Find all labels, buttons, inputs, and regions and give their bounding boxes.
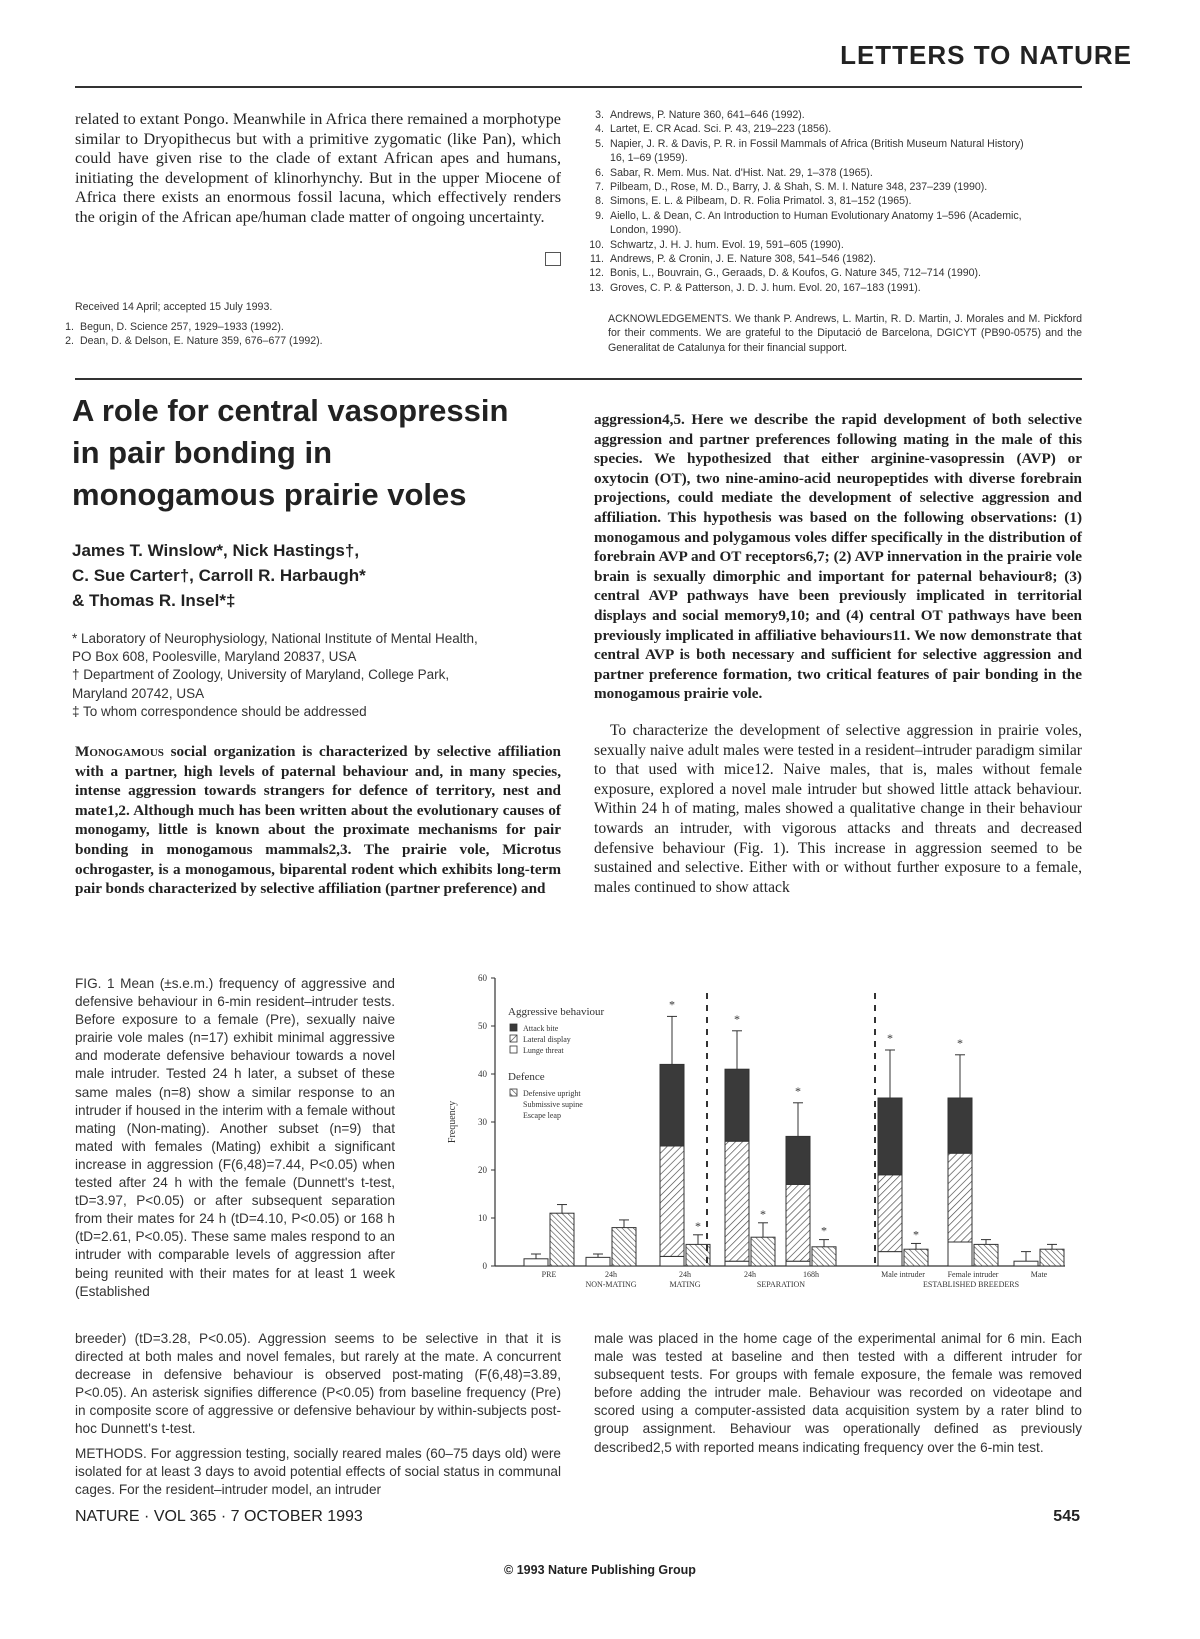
acknowledgements: ACKNOWLEDGEMENTS. We thank P. Andrews, L. Martin, R. D. Martin, J. Morales and M. Pickford for their comments. We are grateful to the Diputació de Barcelona, DGICYT (PB90-0575) and the Generalitat de Catalunya for their financial support. — [608, 313, 1082, 354]
legend-swatch — [510, 1046, 517, 1053]
reference-text: Andrews, P. Nature 360, 641–646 (1992). — [610, 109, 805, 121]
reference-item — [48, 334, 568, 348]
reference-text: 16, 1–69 (1959). — [610, 152, 688, 165]
author-list — [72, 538, 572, 613]
reference-number: 7. — [595, 181, 604, 194]
affiliations — [72, 630, 572, 721]
bar-defensive — [1040, 1249, 1064, 1266]
bar-lunge-threat — [660, 1256, 684, 1266]
abstract-text: social organization is characterized by selective affiliation with a partner, high levels of paternal behaviour and, in many species, intense aggression towards strangers for defence of territory, nest and mate1,2. Although much has been written about the evolutionary causes of monogamy, little is known about the proximate mechanisms for pair bonding in monogamous mammals2,3. The prairie vole, Microtus ochrogaster, is a monogamous, biparental rodent which exhibits long-term pair bonds characterized by selective affiliation (partner preference) and — [75, 743, 562, 898]
bar-lateral-display — [660, 1146, 684, 1256]
footer-journal: NATURE · VOL 365 · 7 OCTOBER 1993 — [75, 1508, 363, 1525]
bar-lunge-threat — [786, 1261, 810, 1266]
significance-asterisk: * — [760, 1206, 766, 1221]
bar-attack-bite — [786, 1136, 810, 1184]
significance-asterisk: * — [795, 1083, 801, 1098]
reference-text: Groves, C. P. & Patterson, J. D. J. hum. Evol. 20, 167–183 (1991). — [610, 281, 921, 294]
running-header: LETTERS TO NATURE — [840, 40, 1132, 70]
title-line: monogamous prairie voles — [72, 477, 467, 512]
y-tick-label: 0 — [482, 1261, 487, 1271]
reference-item — [578, 194, 1083, 208]
reference-text: Bonis, L., Bouvrain, G., Geraads, D. & Koufos, G. Nature 345, 712–714 (1990). — [610, 267, 981, 280]
title-line: A role for central vasopressin — [72, 393, 509, 428]
x-tick-label: 24h — [679, 1270, 691, 1279]
legend-item: Attack bite — [523, 1024, 559, 1033]
legend-swatch — [510, 1089, 517, 1096]
methods-text-right: male was placed in the home cage of the experimental animal for 6 min. Each male was tested at baseline and then tested with a different intruder for subsequent tests. For groups with female exposure, the female was removed before adding the intruder male. Behaviour was recorded on videotape and scored using a computer-assisted data acquisition system by a rater blind to group assignment. Behaviour was operationally defined as previously described2,5 with reported means indicating frequency over the 6-min test. — [594, 1331, 1082, 1455]
reference-text: Pilbeam, D., Rose, M. D., Barry, J. & Shah, S. M. I. Nature 348, 237–239 (1990). — [610, 181, 988, 194]
end-mark — [545, 252, 561, 266]
top-paragraph: related to extant Pongo. Meanwhile in Africa there remained a morphotype similar to Dryopithecus but with a primitive zygomatic (like Pan), which could have given rise to the clade of extant African apes and humans, initiating the development of klinorhynchy. But in the upper Miocene of Africa there exists an enormous fossil lacuna, which effectively renders the origin of the African ape/human clade matter of ongoing uncertainty. — [75, 110, 561, 226]
reference-number: 9. — [595, 209, 604, 222]
methods-text: METHODS. For aggression testing, socially reared males (60–75 days old) were isolated for at least 3 days to avoid potential effects of social status in communal cages. For the resident–intruder model, an intruder — [75, 1446, 561, 1498]
legend-item: Defensive upright — [523, 1089, 581, 1098]
significance-asterisk: * — [821, 1223, 827, 1238]
bar-lateral-display — [878, 1175, 902, 1252]
reference-number: 13. — [589, 281, 604, 294]
affiliation-line: ‡ To whom correspondence should be addressed — [72, 703, 367, 719]
reference-item — [578, 252, 1083, 266]
reference-number: 3. — [595, 109, 604, 121]
x-tick-label: PRE — [541, 1270, 557, 1279]
legend-title: Aggressive behaviour — [508, 1006, 605, 1018]
bar-defensive — [612, 1228, 636, 1266]
bar-attack-bite — [725, 1069, 749, 1141]
affiliation-line: PO Box 608, Poolesville, Maryland 20837, USA — [72, 649, 357, 665]
bar-lateral-display — [786, 1184, 810, 1261]
x-tick-label: 24h — [605, 1270, 617, 1279]
reference-number: 2. — [65, 335, 74, 348]
reference-text: Aiello, L. & Dean, C. An Introduction to Human Evolutionary Anatomy 1–596 (Academic, — [610, 209, 1022, 222]
reference-item — [578, 266, 1083, 280]
group-label: SEPARATION — [756, 1280, 806, 1289]
reference-item — [578, 223, 1083, 237]
bar-attack-bite — [660, 1064, 684, 1146]
bar-aggressive — [524, 1259, 548, 1266]
header-rule — [75, 86, 1082, 88]
group-label: MATING — [669, 1280, 701, 1289]
reference-text: Schwartz, J. H. J. hum. Evol. 19, 591–605 (1990). — [610, 238, 844, 251]
reference-item — [578, 137, 1083, 151]
received-note: Received 14 April; accepted 15 July 1993. — [75, 301, 273, 313]
bar-lunge-threat — [725, 1261, 749, 1266]
group-label: NON-MATING — [585, 1280, 637, 1289]
footer-page: 545 — [1053, 1508, 1080, 1525]
significance-asterisk: * — [913, 1227, 919, 1242]
bar-defensive — [974, 1244, 998, 1266]
bar-lateral-display — [948, 1153, 972, 1242]
x-tick-label: 24h — [744, 1270, 756, 1279]
legend-title: Defence — [508, 1071, 545, 1083]
y-tick-label: 30 — [478, 1117, 487, 1127]
author-line: James T. Winslow*, Nick Hastings†, — [72, 541, 360, 560]
bar-attack-bite — [878, 1098, 902, 1175]
bar-defensive — [904, 1249, 928, 1266]
reference-number: 10. — [589, 238, 604, 251]
significance-asterisk: * — [695, 1218, 701, 1233]
section-rule — [75, 378, 1082, 380]
reference-text: Begun, D. Science 257, 1929–1933 (1992). — [80, 321, 284, 333]
reference-item — [578, 151, 1083, 165]
reference-item — [578, 180, 1083, 194]
significance-asterisk: * — [669, 997, 675, 1012]
y-tick-label: 50 — [478, 1021, 487, 1031]
reference-text: London, 1990). — [610, 224, 682, 237]
reference-list-left — [48, 320, 568, 349]
reference-item — [578, 209, 1083, 223]
author-line: & Thomas R. Insel*‡ — [72, 591, 236, 610]
affiliation-line: Maryland 20742, USA — [72, 685, 205, 701]
author-line: C. Sue Carter†, Carroll R. Harbaugh* — [72, 566, 366, 585]
x-tick-label: Male intruder — [881, 1270, 925, 1279]
reference-text: Sabar, R. Mem. Mus. Nat. d'Hist. Nat. 29, 1–378 (1965). — [610, 166, 873, 179]
bar-defensive — [812, 1247, 836, 1266]
reference-number: 8. — [595, 195, 604, 208]
reference-item — [48, 320, 568, 334]
significance-asterisk: * — [957, 1035, 963, 1050]
y-tick-label: 60 — [478, 973, 487, 983]
bar-lunge-threat — [948, 1242, 972, 1266]
significance-asterisk: * — [734, 1011, 740, 1026]
group-label: ESTABLISHED BREEDERS — [922, 1280, 1020, 1289]
reference-item — [578, 122, 1083, 136]
affiliation-line: † Department of Zoology, University of Maryland, College Park, — [72, 667, 450, 683]
reference-text: Simons, E. L. & Pilbeam, D. R. Folia Primatol. 3, 81–152 (1965). — [610, 195, 912, 208]
x-tick-label: Mate — [1030, 1270, 1048, 1279]
legend-item: Escape leap — [523, 1111, 561, 1120]
reference-number: 6. — [595, 166, 604, 179]
reference-item — [578, 238, 1083, 252]
bar-lateral-display — [725, 1141, 749, 1261]
reference-text: Lartet, E. CR Acad. Sci. P. 43, 219–223 (1856). — [610, 123, 832, 136]
reference-item — [578, 108, 1083, 122]
abstract-left — [75, 742, 561, 899]
legend-swatch — [510, 1035, 517, 1042]
figure-caption-continued: breeder) (tD=3.28, P<0.05). Aggression seems to be selective in that it is directed at both males and novel females, but rarely at the mate. A concurrent decrease in defensive behaviour is observed post-mating (F(6,48)=3.89, P<0.05). An asterisk signifies difference (P<0.05) from baseline frequency (Pre) in composite score of aggressive or defensive behaviour by within-subjects post-hoc Dunnett's t-test. — [75, 1331, 561, 1437]
reference-number: 12. — [589, 267, 604, 280]
legend-item: Submissive supine — [523, 1100, 583, 1109]
reference-number: 1. — [65, 321, 74, 333]
bar-attack-bite — [948, 1098, 972, 1153]
article-title — [72, 390, 572, 516]
reference-text: Napier, J. R. & Davis, P. R. in Fossil Mammals of Africa (British Museum Natural History) — [610, 137, 1024, 150]
body-right: To characterize the development of selective aggression in prairie voles, sexually naive adult males were tested in a resident–intruder paradigm similar to that used with mice12. Naive males, that is, males without female exposure, explored a novel male intruder but showed little attack behaviour. Within 24 h of mating, males showed a qualitative change in their behaviour towards an intruder, with vigorous attacks and threats and decreased defensive behaviour (Fig. 1). This increase in aggression seemed to be sustained and selective. Either with or without further exposure to a female, males continued to show attack — [594, 722, 1082, 896]
reference-number: 4. — [595, 123, 604, 136]
affiliation-line: * Laboratory of Neurophysiology, National Institute of Mental Health, — [72, 631, 478, 646]
bar-aggressive — [1014, 1261, 1038, 1266]
abstract-right: aggression4,5. Here we describe the rapid development of both selective aggression and partner preferences following mating in the male of this species. We hypothesized that either arginine-vasopressin (AVP) or oxytocin (OT), two nine-amino-acid neuropeptides with diverse forebrain projections, could mediate the development of selective aggression and affiliation. This hypothesis was based on the following observations: (1) monogamous and polygamous voles differ specifically in the distribution of forebrain AVP and OT receptors6,7; (2) AVP innervation in the prairie vole brain is sexually dimorphic and important for paternal behaviour8; (3) central AVP pathways have been previously implicated in territorial displays and social memory9,10; and (4) central OT pathways have been previously implicated in affiliative behaviours11. We now demonstrate that central AVP is both necessary and sufficient for selective aggression and partner preference formation, two critical features of pair bonding in the monogamous prairie vole. — [594, 411, 1082, 703]
reference-number: 11. — [590, 253, 604, 266]
copyright: © 1993 Nature Publishing Group — [504, 1563, 696, 1577]
bar-defensive — [550, 1213, 574, 1266]
reference-text: Dean, D. & Delson, E. Nature 359, 676–677 (1992). — [80, 335, 323, 348]
reference-item — [578, 166, 1083, 180]
abstract-lead: Monogamous — [75, 743, 164, 760]
legend-item: Lunge threat — [523, 1046, 564, 1055]
y-tick-label: 10 — [478, 1213, 487, 1223]
bar-defensive — [751, 1237, 775, 1266]
x-tick-label: 168h — [803, 1270, 819, 1279]
figure-1-chart — [435, 968, 1085, 1298]
legend-swatch — [510, 1024, 517, 1031]
legend-item: Lateral display — [523, 1035, 571, 1044]
title-line: in pair bonding in — [72, 435, 333, 470]
reference-item — [578, 281, 1083, 295]
bar-aggressive — [586, 1257, 610, 1266]
reference-text: Andrews, P. & Cronin, J. E. Nature 308, 541–546 (1982). — [610, 253, 876, 266]
significance-asterisk: * — [887, 1031, 893, 1045]
y-axis-label: Frequency — [447, 1100, 458, 1144]
reference-number: 5. — [595, 137, 604, 150]
y-tick-label: 40 — [478, 1069, 487, 1079]
bar-lunge-threat — [878, 1252, 902, 1266]
x-tick-label: Female intruder — [947, 1270, 999, 1279]
y-tick-label: 20 — [478, 1165, 487, 1175]
figure-caption: FIG. 1 Mean (±s.e.m.) frequency of aggressive and defensive behaviour in 6-min resident–intruder tests. Before exposure to a female (Pre), sexually naive prairie vole males (n=17) exhibit minimal aggressive and moderate defensive behaviour towards a novel male intruder. Tested 24 h later, a subset of these same males (n=8) show a similar response to an intruder if housed in the interim with a female without mating (Non-mating). Another subset (n=9) that mated with females (Mating) exhibit a significant increase in aggression (F(6,48)=7.44, P<0.05) when tested after 24 h with the female (Dunnett's t-test, tD=3.97, P<0.05) or after subsequent separation from their mates for 24 h (tD=4.10, P<0.05) or 168 h (tD=2.61, P<0.05). These same males respond to an intruder with comparable levels of aggression after being reunited with their mates for at least 1 week (Established — [75, 976, 395, 1299]
reference-list-right — [578, 108, 1083, 295]
